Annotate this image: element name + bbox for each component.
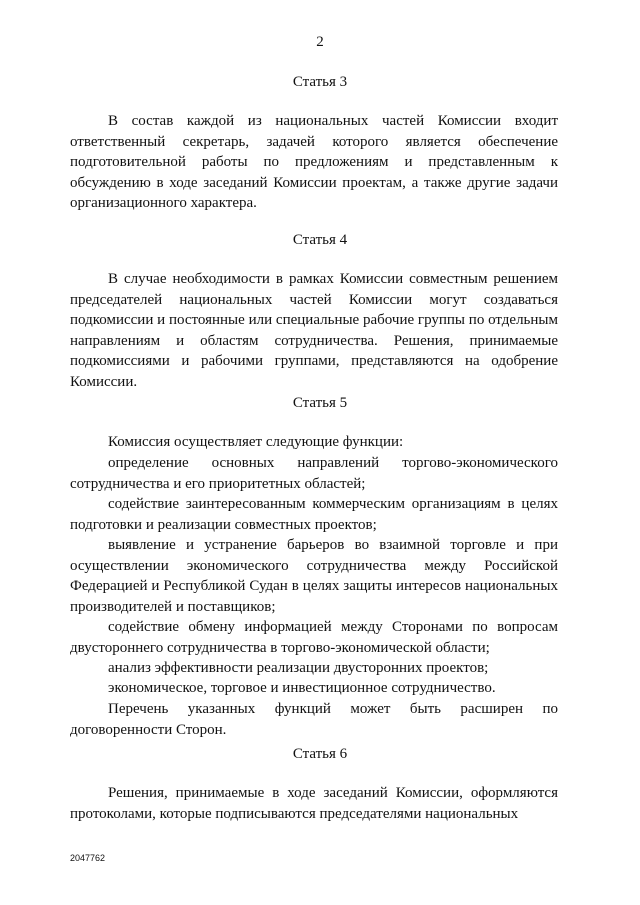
article-5-intro: Комиссия осуществляет следующие функции: xyxy=(108,434,404,450)
document-number: 2047762 xyxy=(70,853,106,863)
article-5-item: экономическое, торговое и инвестиционное сотрудничество. xyxy=(108,680,496,696)
article-5-item: выявление и устранение барьеров во взаимной торговле и при осуществлении экономического сотрудничества между Российской Федерацией и Республикой Судан в целях защиты интересов национальных производителей и поставщиков; xyxy=(70,537,558,615)
article-4-text: В случае необходимости в рамках Комиссии совместным решением председателей национальных частей Комиссии могут создаваться подкомиссии и постоянные или специальные рабочие группы по отдельным направлениям и областям сотрудничества. Решения, принимаемые подкомиссиями и рабочими группами, представляются на одобрение Комиссии. xyxy=(70,271,558,390)
article-5-item: определение основных направлений торгово-экономического сотрудничества и его приоритетных областей; xyxy=(70,455,558,492)
article-5-item: анализ эффективности реализации двусторонних проектов; xyxy=(108,660,489,676)
article-5-title: Статья 5 xyxy=(292,395,348,411)
article-6-text: Решения, принимаемые в ходе заседаний Комиссии, оформляются протоколами, которые подписываются председателями национальных xyxy=(70,785,558,822)
article-5-closing: Перечень указанных функций может быть расширен по договоренности Сторон. xyxy=(70,701,558,738)
article-5-item: содействие обмену информацией между Сторонами по вопросам двустороннего сотрудничества в торгово-экономической области; xyxy=(70,619,558,656)
article-3-title: Статья 3 xyxy=(292,74,348,90)
page-number: 2 xyxy=(316,34,324,50)
article-4-title: Статья 4 xyxy=(292,232,348,248)
article-6-title: Статья 6 xyxy=(292,746,348,762)
article-3-text: В состав каждой из национальных частей Комиссии входит ответственный секретарь, задачей которого является обеспечение подготовительной работы по предложениям и представленным к обсуждению в ходе заседаний Комиссии проектам, а также другие задачи организационного характера. xyxy=(70,113,558,212)
article-5-item: содействие заинтересованным коммерческим организациям в целях подготовки и реализации совместных проектов; xyxy=(70,496,558,533)
